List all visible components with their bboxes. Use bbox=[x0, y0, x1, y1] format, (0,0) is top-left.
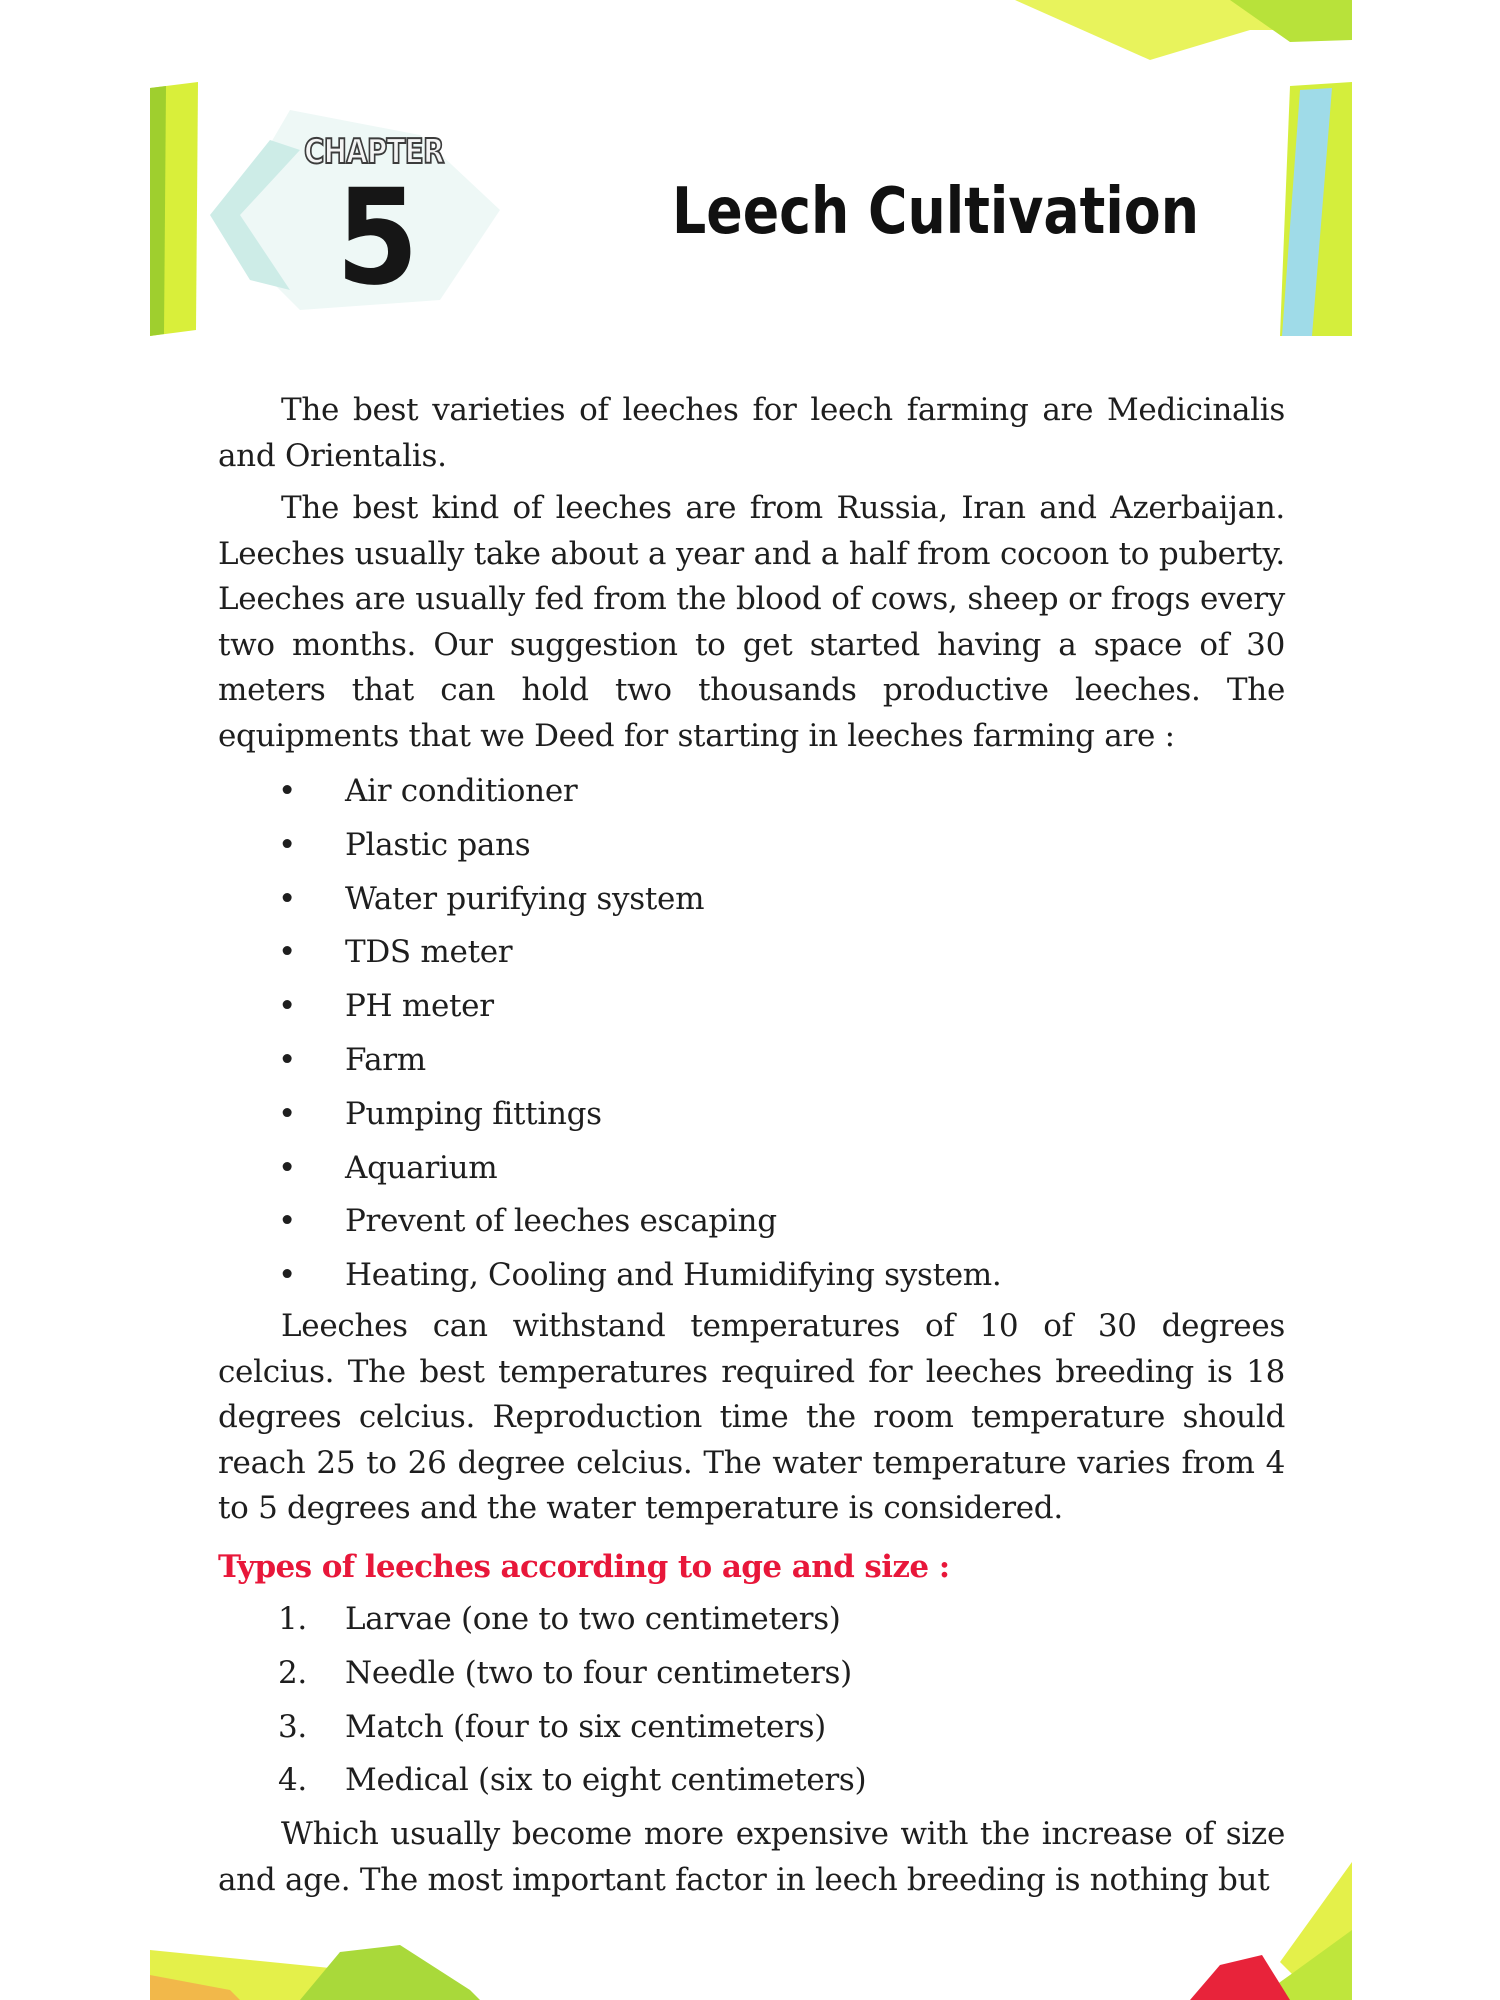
bottom-right-decor-red bbox=[1190, 1955, 1290, 2000]
list-item-text: Needle (two to four centimeters) bbox=[345, 1654, 852, 1691]
bullet-icon: • bbox=[278, 934, 296, 971]
list-number: 1. bbox=[278, 1601, 307, 1637]
list-item-text: Medical (six to eight centimeters) bbox=[345, 1762, 867, 1799]
list-item-text: Prevent of leeches escaping bbox=[345, 1203, 777, 1240]
list-item-text: Air conditioner bbox=[345, 773, 578, 809]
bullet-icon: • bbox=[278, 880, 296, 917]
paragraph-cost: Which usually become more expensive with the increase of size and age. The most important factor in leech breeding is nothing but bbox=[218, 1816, 1285, 1898]
list-number: 3. bbox=[278, 1708, 307, 1745]
types-heading: Types of leeches according to age and size : bbox=[218, 1549, 950, 1585]
list-number: 4. bbox=[278, 1762, 307, 1799]
bottom-left-decor-green bbox=[300, 1945, 480, 2000]
paragraph-temperature: Leeches can withstand temperatures of 10 of 30 degrees celcius. The best temperatures required for leeches breeding is 18 degrees celcius. Reproduction time the room temperature should reach 25 to 26 degree celcius. The water temperature varies from 4 to 5 degrees and the water temperature is considered. bbox=[218, 1308, 1285, 1526]
paragraph-intro: The best varieties of leeches for leech farming are Medicinalis and Orientalis. bbox=[218, 392, 1285, 474]
paragraph-varieties: The best kind of leeches are from Russia, Iran and Azerbaijan. Leeches usually take about a year and a half from cocoon to puberty. Leeches are usually fed from the blood of cows, sheep or frogs every two months. Our suggestion to get started having a space of 30 meters that can hold two thousands productive leeches. The equipments that we Deed for starting in leeches farming are : bbox=[218, 490, 1285, 754]
bullet-icon: • bbox=[278, 1095, 296, 1132]
list-item-text: PH meter bbox=[345, 988, 494, 1025]
bullet-icon: • bbox=[278, 1149, 296, 1186]
bullet-icon: • bbox=[278, 1257, 296, 1294]
bullet-icon: • bbox=[278, 1041, 296, 1078]
list-item-text: Larvae (one to two centimeters) bbox=[345, 1601, 841, 1637]
chapter-number: 5 bbox=[336, 161, 419, 315]
list-item-text: Aquarium bbox=[345, 1149, 498, 1186]
bullet-icon: • bbox=[278, 773, 296, 809]
chapter-label: CHAPTER bbox=[304, 132, 444, 172]
list-item-text: Match (four to six centimeters) bbox=[345, 1708, 826, 1745]
list-item-text: Heating, Cooling and Humidifying system. bbox=[345, 1257, 1002, 1294]
bullet-icon: • bbox=[278, 826, 296, 863]
page-title: Leech Cultivation bbox=[672, 175, 1199, 249]
list-item-text: Farm bbox=[345, 1041, 426, 1078]
bullet-icon: • bbox=[278, 1203, 296, 1240]
list-number: 2. bbox=[278, 1654, 307, 1691]
bullet-icon: • bbox=[278, 988, 296, 1025]
left-header-bar-shade bbox=[150, 86, 166, 336]
list-item-text: Plastic pans bbox=[345, 826, 531, 863]
list-item-text: TDS meter bbox=[345, 934, 513, 971]
list-item-text: Water purifying system bbox=[345, 880, 705, 917]
list-item-text: Pumping fittings bbox=[345, 1095, 602, 1132]
